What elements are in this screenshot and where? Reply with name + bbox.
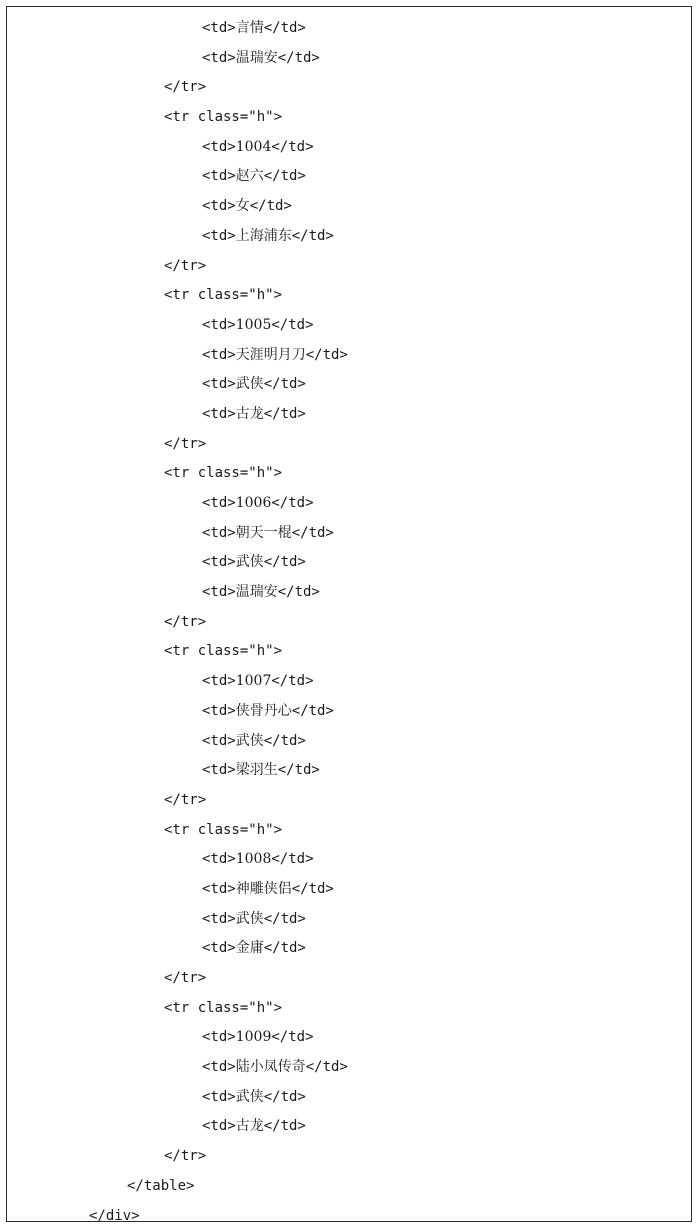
code-line [7,222,691,252]
cell-value: 武侠 [236,911,264,927]
td-open-tag: <td> [202,495,236,511]
td-close-tag: </td> [278,50,320,66]
td-close-tag: </td> [264,733,306,749]
td-open-tag: <td> [202,168,236,184]
code-line [7,252,691,282]
td-close-tag: </td> [278,584,320,600]
cell-value: 温瑞安 [236,584,278,600]
td-open-tag: <td> [202,584,236,600]
cell-value: 1006 [236,495,272,511]
code-line [7,637,691,667]
td-open-tag: <td> [202,911,236,927]
cell-value: 言情 [236,20,264,36]
td-open-tag: <td> [202,20,236,36]
code-line [7,578,691,608]
td-open-tag: <td> [202,525,236,541]
cell-value: 古龙 [236,1118,264,1134]
code-line [7,311,691,341]
code-line [7,934,691,964]
code-text: </tr> [164,1148,206,1164]
code-line [7,1053,691,1083]
code-text: </div> [89,1208,140,1224]
cell-value: 金庸 [236,940,264,956]
td-open-tag: <td> [202,198,236,214]
cell-value: 武侠 [236,1089,264,1105]
td-close-tag: </td> [264,911,306,927]
cell-value: 1004 [236,139,272,155]
td-close-tag: </td> [264,1089,306,1105]
code-line [7,964,691,994]
code-line [7,1083,691,1113]
td-open-tag: <td> [202,881,236,897]
td-close-tag: </td> [271,1029,313,1045]
td-close-tag: </td> [306,347,348,363]
td-close-tag: </td> [264,376,306,392]
cell-value: 赵六 [236,168,264,184]
td-open-tag: <td> [202,317,236,333]
td-open-tag: <td> [202,733,236,749]
td-open-tag: <td> [202,406,236,422]
code-line [7,1202,691,1231]
cell-value: 天涯明月刀 [236,347,306,363]
td-open-tag: <td> [202,554,236,570]
code-text: <tr class="h"> [164,822,282,838]
code-line [7,281,691,311]
code-text: <tr class="h"> [164,1000,282,1016]
cell-value: 1009 [236,1029,272,1045]
code-line [7,1112,691,1142]
code-line [7,44,691,74]
td-close-tag: </td> [264,406,306,422]
cell-value: 古龙 [236,406,264,422]
code-line [7,192,691,222]
cell-value: 朝天一棍 [236,525,292,541]
code-line [7,727,691,757]
td-close-tag: </td> [278,762,320,778]
td-open-tag: <td> [202,228,236,244]
code-line [7,875,691,905]
code-line [7,162,691,192]
cell-value: 侠骨丹心 [236,703,292,719]
code-line [7,341,691,371]
code-line [7,430,691,460]
td-open-tag: <td> [202,1059,236,1075]
code-text: </table> [127,1178,194,1194]
code-text: </tr> [164,79,206,95]
code-text: <tr class="h"> [164,465,282,481]
td-open-tag: <td> [202,1118,236,1134]
td-close-tag: </td> [264,554,306,570]
td-open-tag: <td> [202,376,236,392]
cell-value: 上海浦东 [236,228,292,244]
code-text: </tr> [164,970,206,986]
td-close-tag: </td> [264,940,306,956]
td-close-tag: </td> [292,525,334,541]
td-open-tag: <td> [202,50,236,66]
code-line [7,459,691,489]
code-line [7,14,691,44]
td-open-tag: <td> [202,139,236,155]
code-text: <tr class="h"> [164,109,282,125]
td-open-tag: <td> [202,673,236,689]
code-line [7,905,691,935]
td-close-tag: </td> [271,851,313,867]
code-line [7,1172,691,1202]
cell-value: 温瑞安 [236,50,278,66]
cell-value: 陆小凤传奇 [236,1059,306,1075]
cell-value: 武侠 [236,376,264,392]
td-close-tag: </td> [271,673,313,689]
cell-value: 1007 [236,673,272,689]
code-text: </tr> [164,436,206,452]
td-close-tag: </td> [250,198,292,214]
code-text: </tr> [164,792,206,808]
td-close-tag: </td> [271,139,313,155]
td-close-tag: </td> [264,1118,306,1134]
code-line [7,103,691,133]
td-close-tag: </td> [292,703,334,719]
cell-value: 1008 [236,851,272,867]
cell-value: 武侠 [236,733,264,749]
td-open-tag: <td> [202,940,236,956]
td-open-tag: <td> [202,1089,236,1105]
code-line [7,667,691,697]
code-line [7,1023,691,1053]
code-line [7,73,691,103]
code-lines [7,14,691,1231]
code-line [7,519,691,549]
code-text: </tr> [164,258,206,274]
td-close-tag: </td> [271,495,313,511]
code-text: <tr class="h"> [164,287,282,303]
td-close-tag: </td> [271,317,313,333]
code-text: <tr class="h"> [164,643,282,659]
cell-value: 武侠 [236,554,264,570]
cell-value: 1005 [236,317,272,333]
code-text: </tr> [164,614,206,630]
code-line [7,548,691,578]
code-line [7,1142,691,1172]
code-line [7,133,691,163]
code-line [7,608,691,638]
code-line [7,756,691,786]
code-line [7,370,691,400]
code-line [7,845,691,875]
td-close-tag: </td> [264,20,306,36]
code-line [7,697,691,727]
cell-value: 女 [236,198,250,214]
td-open-tag: <td> [202,703,236,719]
code-line [7,786,691,816]
td-close-tag: </td> [264,168,306,184]
td-close-tag: </td> [292,881,334,897]
code-line [7,489,691,519]
td-close-tag: </td> [292,228,334,244]
cell-value: 神雕侠侣 [236,881,292,897]
code-line [7,994,691,1024]
td-open-tag: <td> [202,762,236,778]
td-open-tag: <td> [202,851,236,867]
td-open-tag: <td> [202,1029,236,1045]
cell-value: 梁羽生 [236,762,278,778]
code-block [6,6,692,1222]
code-line [7,816,691,846]
code-line [7,400,691,430]
td-open-tag: <td> [202,347,236,363]
td-close-tag: </td> [306,1059,348,1075]
